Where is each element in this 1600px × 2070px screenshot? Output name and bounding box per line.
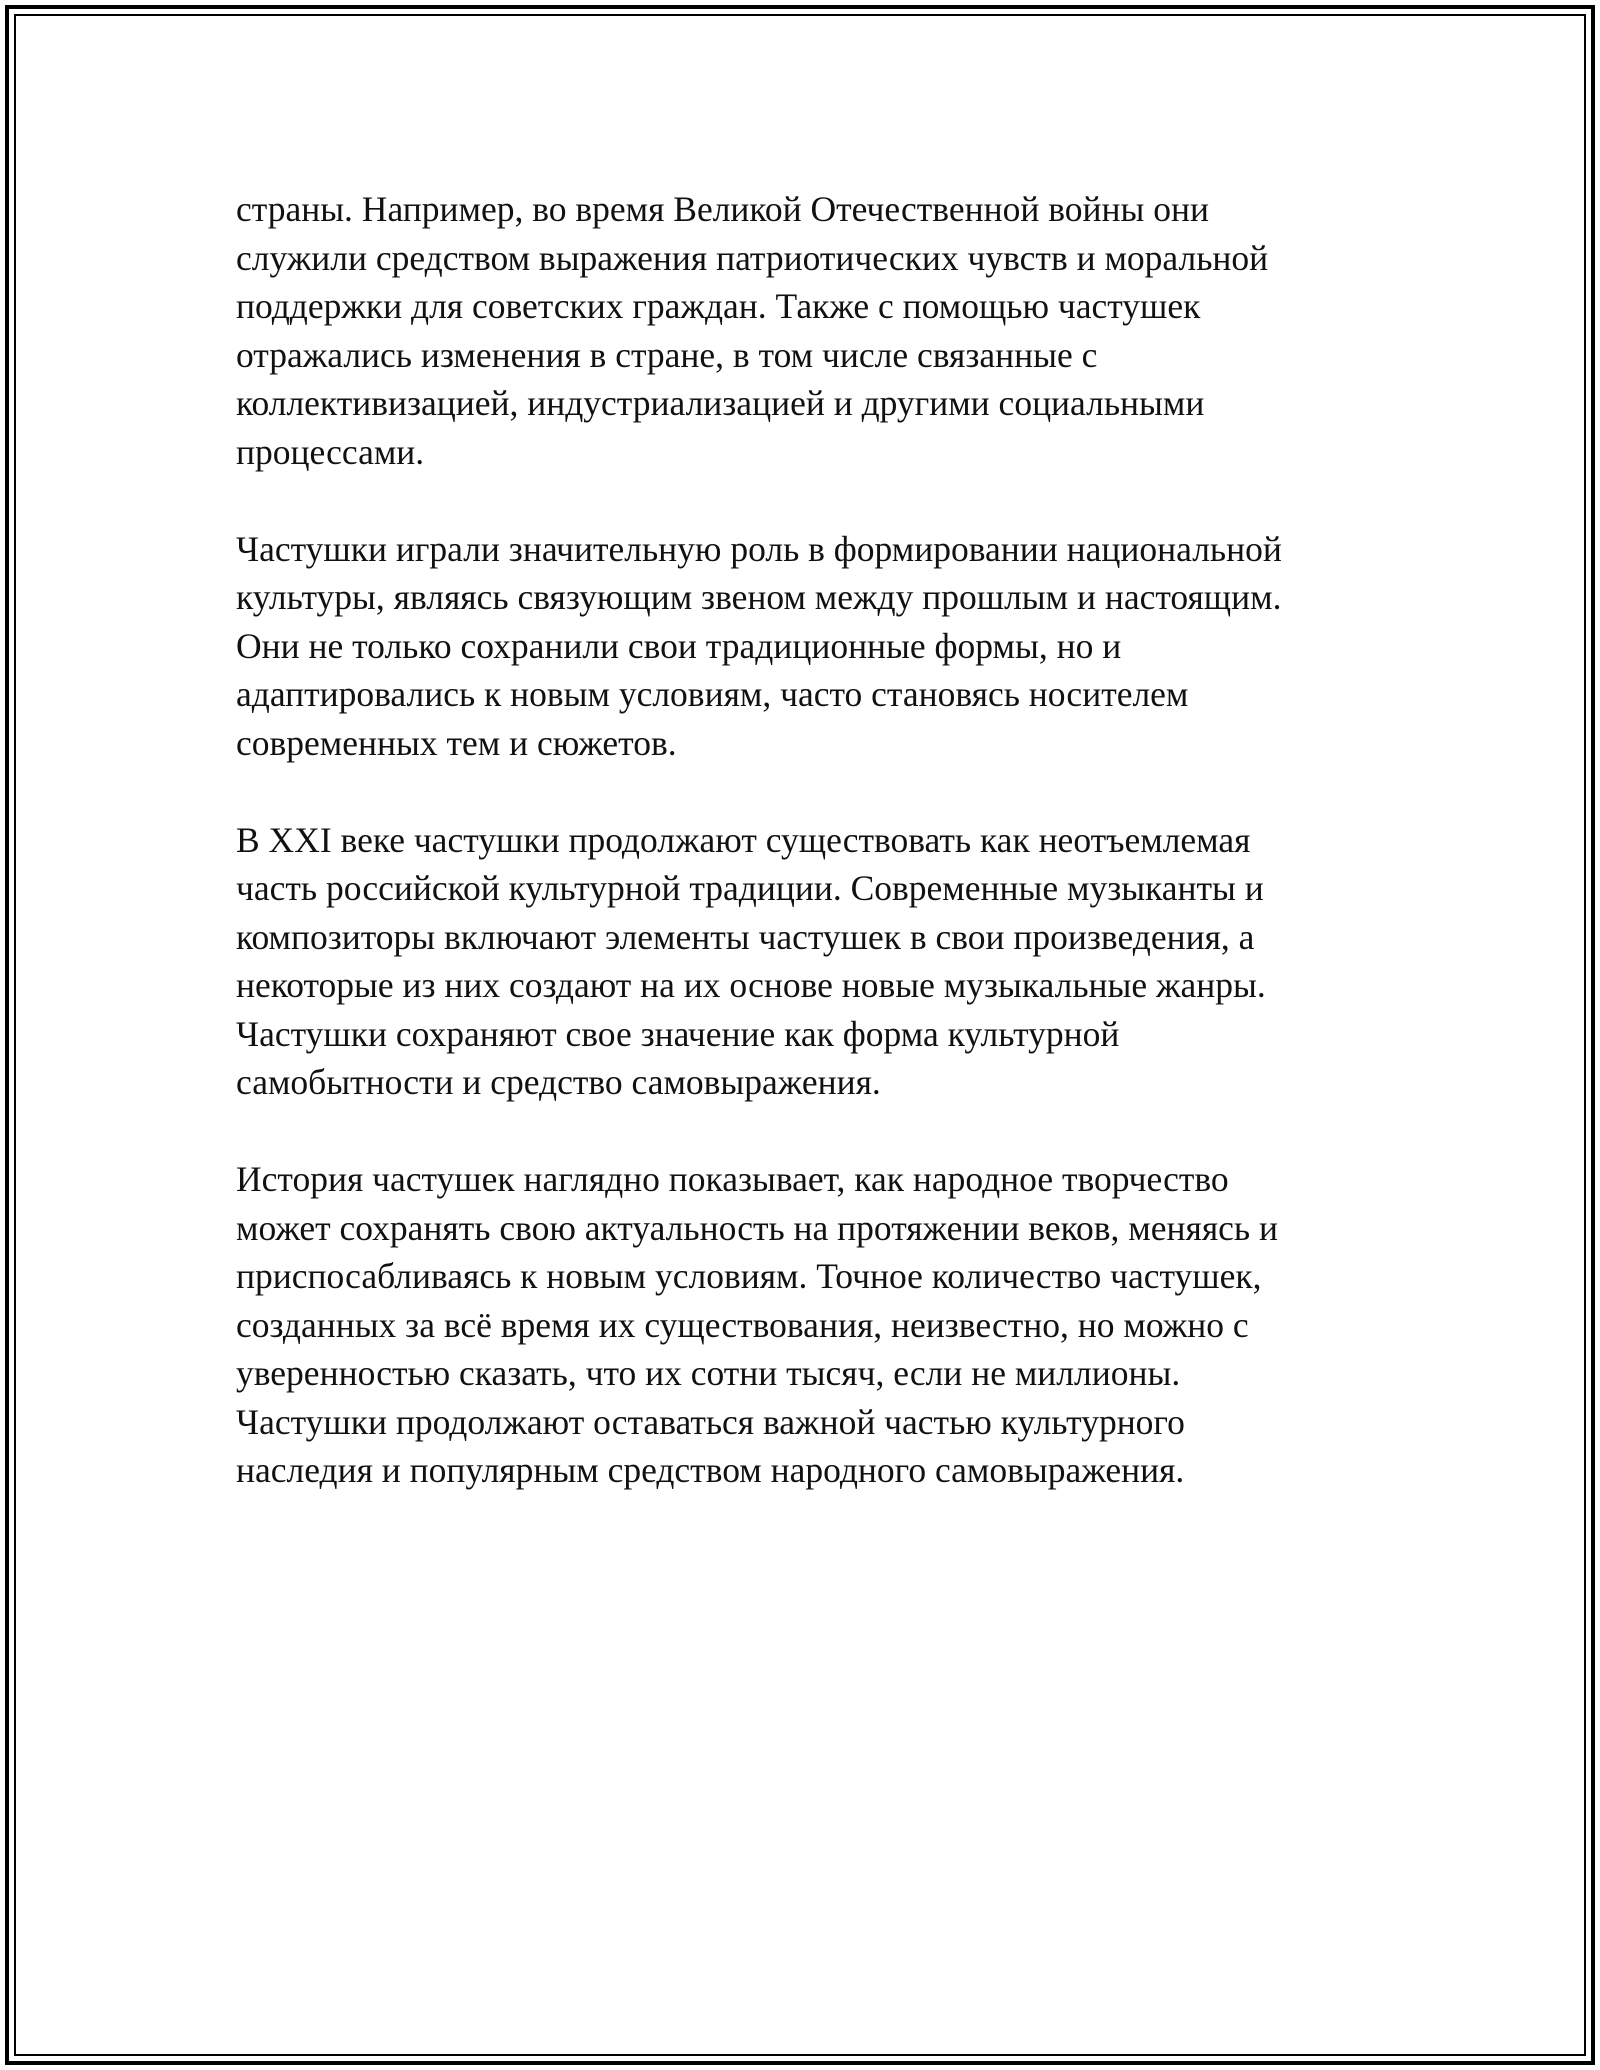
text-line: культуры, являясь связующим звеном между прошлым и настоящим.: [236, 577, 1282, 617]
text-line: В XXI веке частушки продолжают существовать как неотъемлемая: [236, 819, 1251, 860]
text-line: поддержки для советских граждан. Также с помощью частушек: [236, 286, 1201, 326]
document-body: [236, 185, 1366, 1543]
text-line: служили средством выражения патриотических чувств и моральной: [236, 237, 1269, 278]
text-line: наследия и популярным средством народного самовыражения.: [236, 1450, 1185, 1490]
text-line: Частушки играли значительную роль в формировании национальной: [236, 528, 1282, 569]
text-line: композиторы включают элементы частушек в свои произведения, а: [236, 916, 1255, 957]
text-line: История частушек наглядно показывает, как народное творчество: [236, 1159, 1229, 1199]
paragraph-1: [236, 185, 1366, 476]
text-line: отражались изменения в стране, в том числе связанные с: [236, 334, 1098, 375]
text-line: созданных за всё время их существования, неизвестно, но можно с: [236, 1304, 1249, 1345]
text-line: адаптировались к новым условиям, часто становясь носителем: [236, 674, 1189, 714]
text-line: приспосабливаясь к новым условиям. Точное количество частушек,: [236, 1256, 1262, 1296]
text-line: страны. Например, во время Великой Отечественной войны они: [236, 189, 1209, 229]
text-line: часть российской культурной традиции. Современные музыканты и: [236, 868, 1264, 908]
text-line: процессами.: [236, 431, 425, 472]
text-line: некоторые из них создают на их основе новые музыкальные жанры.: [236, 965, 1266, 1005]
text-line: может сохранять свою актуальность на протяжении веков, меняясь и: [236, 1207, 1278, 1248]
text-line: современных тем и сюжетов.: [236, 722, 677, 763]
text-line: Частушки продолжают оставаться важной частью культурного: [236, 1401, 1185, 1442]
paragraph-3: [236, 816, 1366, 1107]
text-line: самобытности и средство самовыражения.: [236, 1062, 881, 1102]
text-line: коллективизацией, индустриализацией и другими социальными: [236, 383, 1205, 423]
paragraph-4: [236, 1155, 1366, 1495]
paragraph-2: [236, 525, 1366, 768]
text-line: Они не только сохранили свои традиционные формы, но и: [236, 625, 1122, 666]
text-line: уверенностью сказать, что их сотни тысяч, если не миллионы.: [236, 1353, 1181, 1393]
text-line: Частушки сохраняют свое значение как форма культурной: [236, 1013, 1120, 1054]
